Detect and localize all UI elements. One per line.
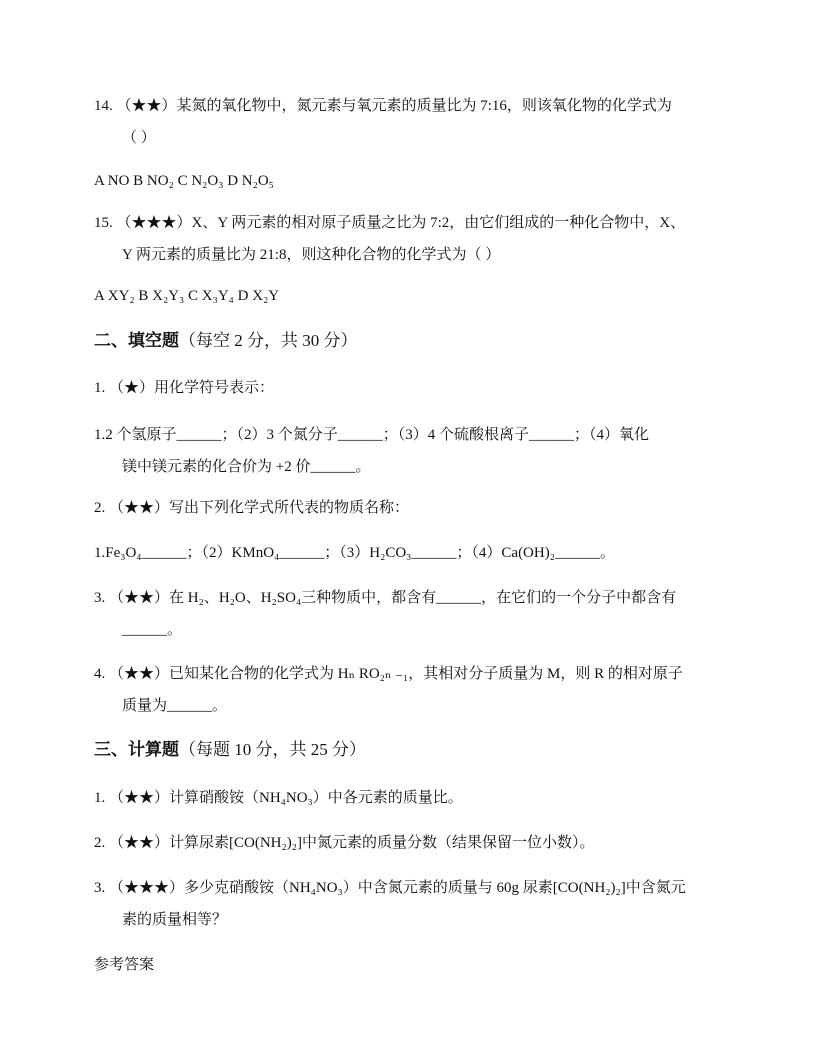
fill-question-3-text: 3. （★★）在 H₂、H₂O、H₂SO₄三种物质中，都含有______，在它们的一个分子中都含有 <box>94 590 677 606</box>
fill-question-4 <box>94 658 724 722</box>
fill-question-2-text: 2. （★★）写出下列化学式所代表的物质名称： <box>94 500 410 516</box>
section-calc-heading <box>94 739 366 761</box>
fill-question-3-text-cont: ______。 <box>122 622 183 638</box>
calc-question-2-text: 2. （★★）计算尿素[CO(NH₂)₂]中氮元素的质量分数（结果保留一位小数）。 <box>94 835 595 851</box>
fill-question-4-text-cont: 质量为______。 <box>122 698 228 714</box>
question-15 <box>94 207 724 271</box>
fill-question-1-subitems <box>94 419 724 483</box>
calc-question-3-text: 3. （★★★）多少克硝酸铵（NH₄NO₃）中含氮元素的质量与 60g 尿素[CO(NH₂)₂]中含氮元 <box>94 880 686 896</box>
calc-question-3-text-cont: 素的质量相等？ <box>122 912 228 928</box>
section-fill-in-heading <box>94 330 358 352</box>
calc-question-1-text: 1. （★★）计算硝酸铵（NH₄NO₃）中各元素的质量比。 <box>94 790 463 806</box>
question-14-options: A NO B NO₂ C N₂O₃ D N₂O₅ <box>94 173 274 189</box>
section-calc-title: 三、计算题 <box>94 740 179 759</box>
fill-question-1-text: 1. （★）用化学符号表示： <box>94 380 275 396</box>
question-14-paren: （ ） <box>122 130 156 146</box>
calc-question-3 <box>94 872 724 936</box>
section-fill-in-title: 二、填空题 <box>94 331 179 350</box>
section-calc-note: （每题 10 分，共 25 分） <box>179 740 366 759</box>
question-15-options: A XY₂ B X₂Y₃ C X₃Y₄ D X₂Y <box>94 288 280 304</box>
question-14 <box>94 90 724 154</box>
calc-question-1 <box>94 782 724 814</box>
calc-question-2 <box>94 827 724 859</box>
fill-question-3 <box>94 582 724 646</box>
fill-question-1-sub1: 1.2 个氢原子______；（2）3 个氮分子______；（3）4 个硫酸根离子______；（4）氧化 <box>94 427 650 443</box>
fill-question-2-subitems <box>94 537 724 569</box>
fill-question-1 <box>94 372 724 404</box>
answer-key-label: 参考答案 <box>94 957 155 973</box>
fill-question-2-sub1: 1.Fe₃O₄______；（2）KMnO₄______；（3）H₂CO₃______；（4）Ca(OH)₂______。 <box>94 545 615 561</box>
section-fill-in-note: （每空 2 分，共 30 分） <box>179 331 358 350</box>
fill-question-2 <box>94 492 724 524</box>
fill-question-4-text: 4. （★★）已知某化合物的化学式为 Hₙ RO₂ₙ ₋₁，其相对分子质量为 M，则 R 的相对原子 <box>94 666 683 682</box>
question-15-text-cont: Y 两元素的质量比为 21:8，则这种化合物的化学式为（ ） <box>122 247 501 263</box>
question-15-text: 15. （★★★）X、Y 两元素的相对原子质量之比为 7:2，由它们组成的一种化合物中，X、 <box>94 215 686 231</box>
fill-question-1-sub2: 镁中镁元素的化合价为 +2 价______。 <box>122 459 371 475</box>
question-14-text: 14. （★★）某氮的氧化物中，氮元素与氧元素的质量比为 7:16，则该氧化物的化学式为 <box>94 98 672 114</box>
